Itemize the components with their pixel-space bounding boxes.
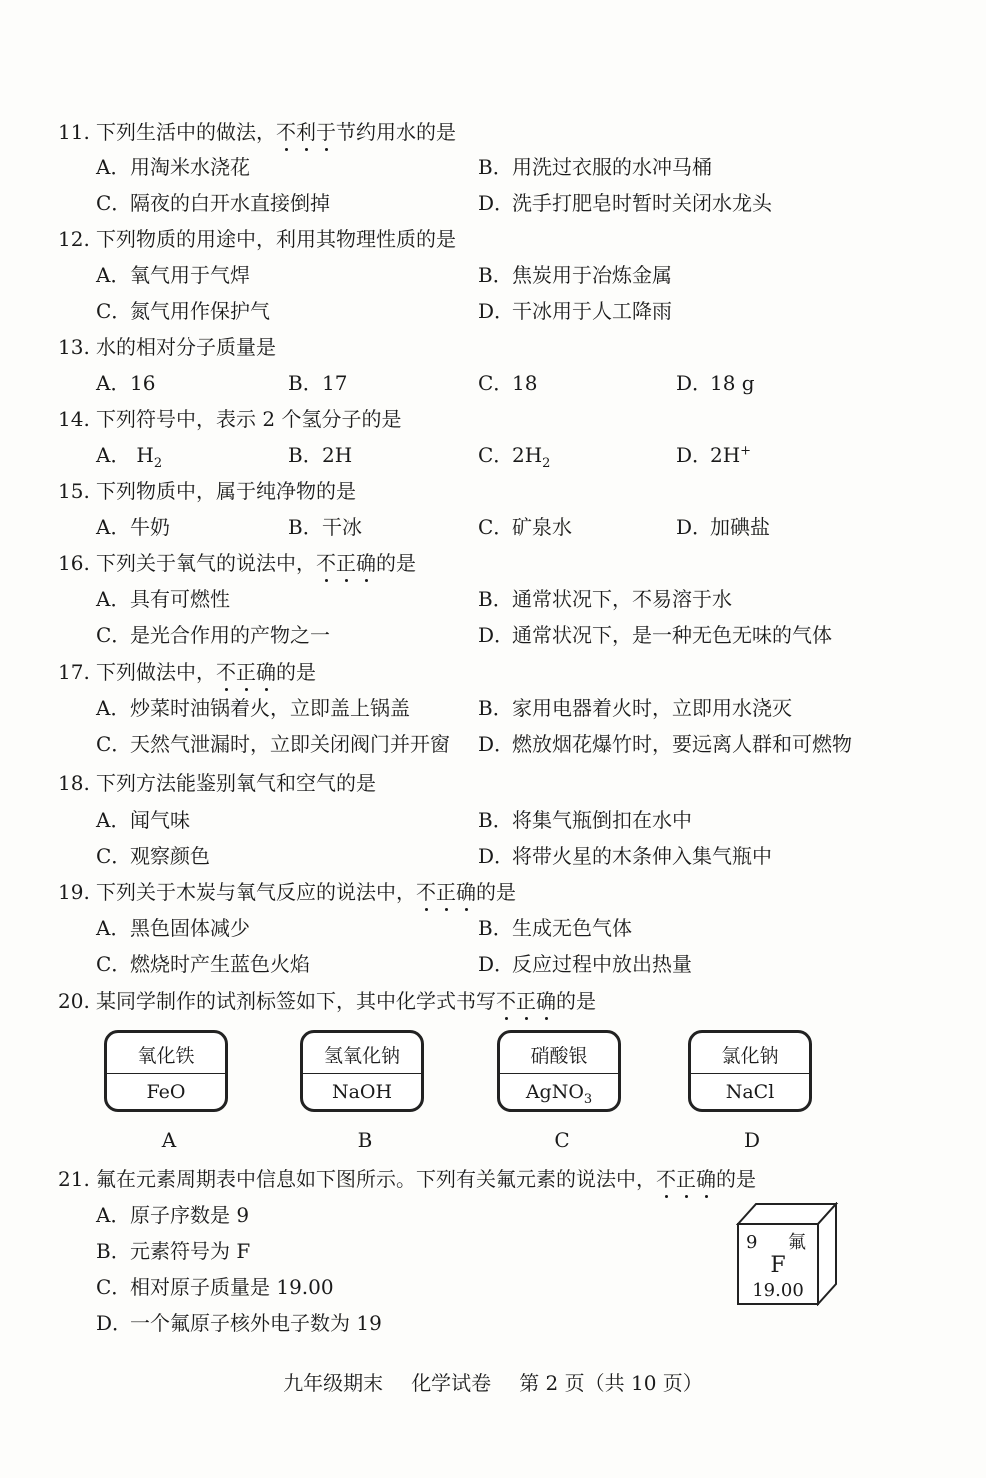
label-divider [500,1073,618,1074]
option-b: B．焦炭用于冶炼金属 [478,263,672,287]
option-b: B．用洗过衣服的水冲马桶 [478,155,712,179]
emphasis-char: 确 [256,656,276,685]
option-b: B．2H [288,443,353,467]
question-number: 13. [58,335,90,359]
option-a: A．具有可燃性 [96,587,230,611]
question-20: 20. 某同学制作的试剂标签如下，其中化学式书写不正确的是 [58,985,596,1014]
option-b: B．通常状况下，不易溶于水 [478,587,732,611]
label-name: 氢氧化钠 [323,1045,400,1067]
emphasis-dotted [316,551,376,575]
footer-subject: 化学试卷 [411,1371,492,1395]
emphasis-char: 正 [336,547,356,576]
page-footer [0,1367,986,1396]
question-number: 19. [58,880,90,904]
option-b: B．17 [288,371,348,395]
element-name: 氟 [788,1232,806,1253]
option-a: A．原子序数是 9 [96,1203,250,1227]
option-c: C．是光合作用的产物之一 [96,623,330,647]
label-name: 氧化铁 [137,1045,195,1067]
question-text: 下列方法能鉴别氧气和空气的是 [96,771,376,795]
option-b: B．干冰 [288,515,362,539]
emphasis-dotted [656,1167,716,1191]
question-12 [58,223,456,252]
emphasis-char: 确 [456,876,476,905]
reagent-label-a [104,1030,228,1112]
emphasis-char: 正 [676,1163,696,1192]
option-d: D．2H+ [676,443,752,467]
footer-grade: 九年级期末 [283,1371,384,1395]
question-number: 20. [58,989,90,1013]
option-c: C．$2H_2$ [478,443,551,471]
question-13 [58,331,276,360]
option-d: D．18 g [676,371,755,395]
label-formula: NaCl [725,1081,775,1103]
reagent-label-c [497,1030,621,1112]
label-divider [691,1073,809,1074]
option-d: D．洗手打肥皂时暂时关闭水龙头 [478,191,772,215]
option-a: A．氧气用于气焊 [96,263,250,287]
question-text: 节约用水的是 [336,120,456,144]
question-text: 下列生活中的做法， [96,120,276,144]
emphasis-char: 确 [696,1163,716,1192]
option-b: B．元素符号为 F [96,1239,251,1263]
option-a: A．牛奶 [96,515,170,539]
option-d: D．通常状况下，是一种无色无味的气体 [478,623,832,647]
option-a: A． $H_2$ [96,443,163,471]
label-formula: FeO [146,1081,186,1103]
question-text: 下列物质的用途中，利用其物理性质的是 [96,227,456,251]
label-name: 硝酸银 [530,1045,588,1067]
emphasis-char: 不 [316,547,336,576]
emphasis-char: 不 [276,116,296,145]
emphasis-char: 不 [496,985,516,1014]
emphasis-char: 确 [356,547,376,576]
option-c: C．燃烧时产生蓝色火焰 [96,952,310,976]
option-c: C．天然气泄漏时，立即关闭阀门并开窗 [96,732,450,756]
question-text: 下列物质中，属于纯净物的是 [96,479,356,503]
label-formula: AgNO$_3$ [525,1081,593,1107]
emphasis-char: 不 [416,876,436,905]
label-divider [107,1073,225,1074]
label-letter: A [161,1128,177,1152]
label-letter: D [743,1128,761,1152]
option-b: B．家用电器着火时，立即用水浇灭 [478,696,792,720]
element-cube-fluorine [736,1202,840,1306]
question-number: 17. [58,660,90,684]
element-symbol: F [770,1253,786,1278]
emphasis-char: 确 [536,985,556,1014]
emphasis-char: 不 [216,656,236,685]
option-d: D．干冰用于人工降雨 [478,299,672,323]
emphasis-char: 正 [436,876,456,905]
label-name: 氯化钠 [721,1045,779,1067]
question-number: 14. [58,407,90,431]
reagent-label-d [688,1030,812,1112]
option-c: C．18 [478,371,538,395]
element-number: 9 [746,1232,758,1253]
option-d: D．反应过程中放出热量 [478,952,692,976]
question-21: 21. 氟在元素周期表中信息如下图所示。下列有关氟元素的说法中，不正确的是 [58,1163,756,1192]
reagent-label-b [300,1030,424,1112]
label-letter: C [554,1128,570,1152]
question-11 [58,116,456,145]
option-c: C．氮气用作保护气 [96,299,270,323]
option-a: A．16 [96,371,156,395]
question-number: 12. [58,227,90,251]
option-b: B．将集气瓶倒扣在水中 [478,808,692,832]
label-divider [303,1073,421,1074]
emphasis-char: 正 [236,656,256,685]
question-number: 11. [58,120,90,144]
question-number: 21. [58,1167,90,1191]
option-a: A．用淘米水浇花 [96,155,250,179]
option-d: D．将带火星的木条伸入集气瓶中 [478,844,772,868]
emphasis-dotted [496,989,556,1013]
question-number: 15. [58,479,90,503]
option-a: A．闻气味 [96,808,190,832]
question-text: 下列符号中，表示 2 个氢分子的是 [96,407,402,431]
question-18 [58,767,376,796]
element-mass: 19.00 [752,1280,804,1301]
option-c: C．矿泉水 [478,515,572,539]
emphasis-char: 不 [656,1163,676,1192]
option-c: C．观察颜色 [96,844,210,868]
option-c: C．隔夜的白开水直接倒掉 [96,191,330,215]
emphasis-dotted [216,660,276,684]
footer-page: 第 2 页（共 10 页） [519,1371,703,1395]
question-number: 18. [58,771,90,795]
option-c: C．相对原子质量是 19.00 [96,1275,334,1299]
question-14 [58,403,401,432]
option-a: A．炒菜时油锅着火，立即盖上锅盖 [96,696,410,720]
option-a: A．黑色固体减少 [96,916,250,940]
option-d: D．燃放烟花爆竹时，要远离人群和可燃物 [478,732,852,756]
question-number: 16. [58,551,90,575]
question-15 [58,475,356,504]
question-16: 16. 下列关于氧气的说法中，不正确的是 [58,547,416,576]
question-19: 19. 下列关于木炭与氧气反应的说法中，不正确的是 [58,876,516,905]
emphasis-char: 于 [316,116,336,145]
emphasis-char: 利 [296,116,316,145]
option-b: B．生成无色气体 [478,916,632,940]
label-formula: NaOH [331,1081,393,1103]
emphasis-dotted [416,880,476,904]
option-d: D．加碘盐 [676,515,770,539]
question-text: 水的相对分子质量是 [96,335,276,359]
question-17: 17. 下列做法中，不正确的是 [58,656,316,685]
label-letter: B [357,1128,373,1152]
emphasis-dotted [276,120,336,144]
emphasis-char: 正 [516,985,536,1014]
option-d: D．一个氟原子核外电子数为 19 [96,1311,382,1335]
